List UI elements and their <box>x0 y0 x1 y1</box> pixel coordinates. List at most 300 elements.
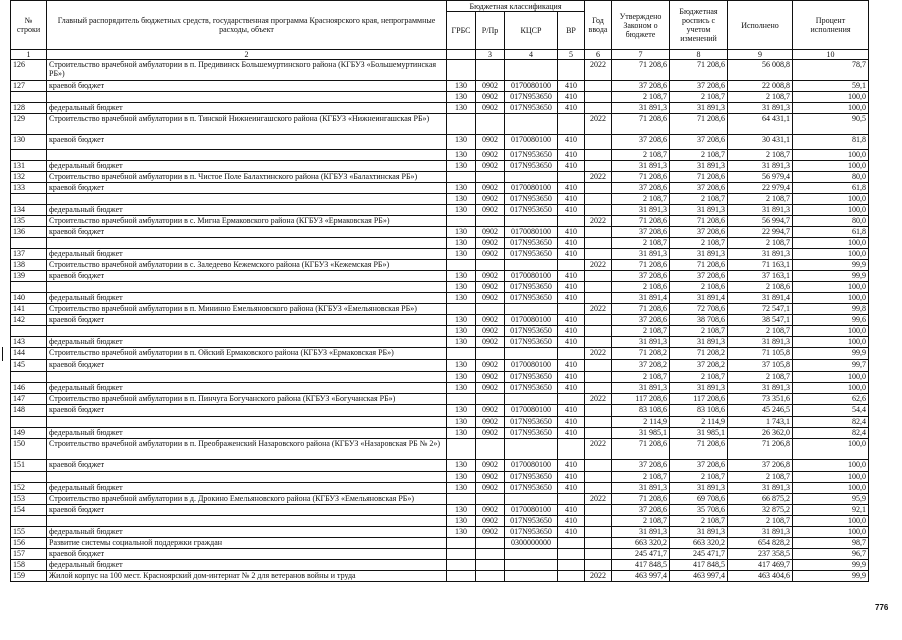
cell-grbs: 130 <box>447 326 476 337</box>
table-row <box>11 538 869 549</box>
col-number: 4 <box>505 50 558 60</box>
cell-rzpr: 0902 <box>476 383 505 394</box>
cell-rzpr: 0902 <box>476 460 505 472</box>
table-row <box>11 260 869 271</box>
cell-row-number: 141 <box>11 304 47 315</box>
table-row <box>11 249 869 260</box>
cell-executed: 2 108,7 <box>728 326 793 337</box>
cell-name: краевой бюджет <box>47 360 447 372</box>
cell-budget-list: 71 208,6 <box>670 114 728 135</box>
cell-kcsr <box>505 439 558 460</box>
cell-row-number: 129 <box>11 114 47 135</box>
cell-grbs: 130 <box>447 337 476 348</box>
cell-executed: 37 206,8 <box>728 460 793 472</box>
cell-percent: 100,0 <box>793 282 869 293</box>
cell-budget-list: 2 108,7 <box>670 194 728 205</box>
cell-row-number <box>11 150 47 161</box>
cell-kcsr: 017N953650 <box>505 472 558 483</box>
table-row <box>11 439 869 460</box>
cell-name: федеральный бюджет <box>47 527 447 538</box>
cell-vr: 410 <box>558 150 585 161</box>
cell-rzpr: 0902 <box>476 81 505 92</box>
cell-year <box>585 417 612 428</box>
cell-kcsr <box>505 549 558 560</box>
cell-row-number: 140 <box>11 293 47 304</box>
cell-row-number: 134 <box>11 205 47 216</box>
cell-row-number <box>11 238 47 249</box>
cell-row-number: 157 <box>11 549 47 560</box>
cell-executed: 71 105,8 <box>728 348 793 360</box>
cell-kcsr <box>505 394 558 405</box>
cell-vr <box>558 394 585 405</box>
cell-kcsr: 0170080100 <box>505 227 558 238</box>
cell-vr <box>558 216 585 227</box>
cell-executed: 2 108,6 <box>728 282 793 293</box>
cell-row-number <box>11 417 47 428</box>
cell-budget-list: 37 208,6 <box>670 183 728 194</box>
table-row <box>11 360 869 372</box>
col-number: 3 <box>476 50 505 60</box>
cell-vr <box>558 172 585 183</box>
table-row <box>11 494 869 505</box>
cell-budget-list: 37 208,6 <box>670 81 728 92</box>
cell-year: 2022 <box>585 260 612 271</box>
cell-vr <box>558 560 585 571</box>
cell-kcsr: 017N953650 <box>505 92 558 103</box>
cell-budget-list: 38 708,6 <box>670 315 728 326</box>
cell-percent: 99,9 <box>793 260 869 271</box>
cell-budget-list: 72 708,6 <box>670 304 728 315</box>
cell-budget-list: 69 708,6 <box>670 494 728 505</box>
cell-executed: 2 108,7 <box>728 238 793 249</box>
cell-grbs <box>447 216 476 227</box>
cell-approved: 2 108,6 <box>612 282 670 293</box>
cell-executed: 71 163,1 <box>728 260 793 271</box>
cell-kcsr <box>505 560 558 571</box>
cell-budget-list: 37 208,6 <box>670 227 728 238</box>
cell-rzpr: 0902 <box>476 326 505 337</box>
cell-grbs: 130 <box>447 271 476 282</box>
budget-report-sheet <box>10 0 868 582</box>
cell-percent: 61,8 <box>793 227 869 238</box>
cell-percent: 100,0 <box>793 161 869 172</box>
table-row <box>11 428 869 439</box>
cell-approved: 117 208,6 <box>612 394 670 405</box>
cell-grbs: 130 <box>447 249 476 260</box>
cell-executed: 31 891,3 <box>728 249 793 260</box>
cell-percent: 99,9 <box>793 271 869 282</box>
cell-row-number: 135 <box>11 216 47 227</box>
cell-approved: 31 891,3 <box>612 103 670 114</box>
cell-rzpr <box>476 114 505 135</box>
cell-grbs: 130 <box>447 150 476 161</box>
cell-approved: 31 891,3 <box>612 527 670 538</box>
cell-vr: 410 <box>558 405 585 417</box>
cell-executed: 30 431,1 <box>728 135 793 150</box>
cell-row-number <box>11 194 47 205</box>
page-number: 776 <box>875 603 889 612</box>
cell-approved: 37 208,6 <box>612 81 670 92</box>
cell-year: 2022 <box>585 494 612 505</box>
cell-year <box>585 472 612 483</box>
table-row <box>11 460 869 472</box>
col-header-classification: Бюджетная классификация <box>447 1 585 12</box>
table-row <box>11 549 869 560</box>
cell-executed: 237 358,5 <box>728 549 793 560</box>
col-header-grbs: ГРБС <box>447 12 476 50</box>
cell-name: Строительство врачебной амбулатории в п. Предивинск Большемуртинского района (КГБУЗ «Большемуртинская РБ») <box>47 60 447 81</box>
cell-row-number: 143 <box>11 337 47 348</box>
cell-percent: 90,5 <box>793 114 869 135</box>
col-header-approved: Утверждено Законом о бюджете <box>612 1 670 50</box>
col-header-rzpr: Р/Пр <box>476 12 505 50</box>
cell-vr: 410 <box>558 238 585 249</box>
cell-approved: 37 208,6 <box>612 271 670 282</box>
cell-name: Строительство врачебной амбулатории в д. Дрокино Емельяновского района (КГБУЗ «Емельяновская РБ») <box>47 494 447 505</box>
cell-row-number: 146 <box>11 383 47 394</box>
table-row <box>11 293 869 304</box>
cell-approved: 71 208,2 <box>612 348 670 360</box>
cell-grbs: 130 <box>447 383 476 394</box>
table-row <box>11 81 869 92</box>
cell-kcsr: 017N953650 <box>505 194 558 205</box>
cell-percent: 62,6 <box>793 394 869 405</box>
cell-vr: 410 <box>558 161 585 172</box>
cell-row-number: 131 <box>11 161 47 172</box>
cell-budget-list: 117 208,6 <box>670 394 728 405</box>
cell-approved: 31 985,1 <box>612 428 670 439</box>
col-number: 2 <box>47 50 447 60</box>
cell-name: федеральный бюджет <box>47 560 447 571</box>
table-row <box>11 348 869 360</box>
cell-rzpr: 0902 <box>476 483 505 494</box>
cell-percent: 100,0 <box>793 372 869 383</box>
col-header-kcsr: КЦСР <box>505 12 558 50</box>
cell-row-number: 139 <box>11 271 47 282</box>
cell-vr: 410 <box>558 326 585 337</box>
cell-executed: 45 246,5 <box>728 405 793 417</box>
cell-grbs: 130 <box>447 205 476 216</box>
cell-approved: 2 108,7 <box>612 516 670 527</box>
cell-kcsr <box>505 571 558 582</box>
cell-name: Строительство врачебной амбулатории в п. Чистое Поле Балахтинского района (КГБУЗ «Балахтинская РБ») <box>47 172 447 183</box>
cell-year: 2022 <box>585 394 612 405</box>
cell-budget-list: 2 108,7 <box>670 516 728 527</box>
cell-budget-list: 37 208,6 <box>670 271 728 282</box>
cell-approved: 31 891,3 <box>612 161 670 172</box>
cell-name: краевой бюджет <box>47 549 447 560</box>
cell-name: краевой бюджет <box>47 505 447 516</box>
cell-name: федеральный бюджет <box>47 249 447 260</box>
cell-year <box>585 81 612 92</box>
cell-budget-list: 31 891,3 <box>670 483 728 494</box>
cell-vr: 410 <box>558 315 585 326</box>
table-row <box>11 150 869 161</box>
cell-vr <box>558 348 585 360</box>
cell-name: Развитие системы социальной поддержки граждан <box>47 538 447 549</box>
cell-rzpr: 0902 <box>476 360 505 372</box>
cell-rzpr: 0902 <box>476 417 505 428</box>
cell-rzpr: 0902 <box>476 161 505 172</box>
cell-executed: 417 469,7 <box>728 560 793 571</box>
cell-percent: 99,6 <box>793 315 869 326</box>
cell-percent: 100,0 <box>793 326 869 337</box>
cell-kcsr <box>505 348 558 360</box>
cell-budget-list: 2 108,7 <box>670 372 728 383</box>
cell-approved: 31 891,3 <box>612 205 670 216</box>
cell-year: 2022 <box>585 172 612 183</box>
col-number: 8 <box>670 50 728 60</box>
cell-vr: 410 <box>558 103 585 114</box>
cell-row-number <box>11 472 47 483</box>
cell-grbs <box>447 571 476 582</box>
col-header-budget-list: Бюджетная роспись с учетом изменений <box>670 1 728 50</box>
cell-percent: 100,0 <box>793 472 869 483</box>
cell-kcsr <box>505 114 558 135</box>
cell-rzpr <box>476 571 505 582</box>
cell-grbs: 130 <box>447 417 476 428</box>
cell-name: федеральный бюджет <box>47 293 447 304</box>
cell-kcsr: 017N953650 <box>505 249 558 260</box>
table-row <box>11 205 869 216</box>
cell-year <box>585 428 612 439</box>
table-row <box>11 92 869 103</box>
cell-grbs <box>447 494 476 505</box>
table-row <box>11 238 869 249</box>
cell-name: Строительство врачебной амбулатории в с. Заледеево Кежемского района (КГБУЗ «Кежемская РБ») <box>47 260 447 271</box>
cell-approved: 83 108,6 <box>612 405 670 417</box>
cell-vr: 410 <box>558 337 585 348</box>
cell-kcsr: 0170080100 <box>505 315 558 326</box>
cell-budget-list: 37 208,6 <box>670 460 728 472</box>
cell-percent: 100,0 <box>793 516 869 527</box>
cell-budget-list: 31 891,3 <box>670 103 728 114</box>
cell-approved: 2 108,7 <box>612 150 670 161</box>
cell-row-number: 150 <box>11 439 47 460</box>
cell-executed: 31 891,3 <box>728 205 793 216</box>
cell-name: краевой бюджет <box>47 227 447 238</box>
cell-percent: 61,8 <box>793 183 869 194</box>
cell-row-number <box>11 326 47 337</box>
cell-percent: 100,0 <box>793 238 869 249</box>
cell-percent: 100,0 <box>793 439 869 460</box>
cell-kcsr: 0170080100 <box>505 460 558 472</box>
cell-budget-list: 463 997,4 <box>670 571 728 582</box>
cell-grbs: 130 <box>447 516 476 527</box>
cell-approved: 245 471,7 <box>612 549 670 560</box>
cell-grbs <box>447 439 476 460</box>
cell-budget-list: 417 848,5 <box>670 560 728 571</box>
cell-executed: 56 008,8 <box>728 60 793 81</box>
table-row <box>11 135 869 150</box>
col-number: 5 <box>558 50 585 60</box>
cell-grbs: 130 <box>447 238 476 249</box>
cell-rzpr: 0902 <box>476 472 505 483</box>
cell-rzpr: 0902 <box>476 315 505 326</box>
table-row <box>11 417 869 428</box>
cell-percent: 100,0 <box>793 293 869 304</box>
cell-executed: 56 979,4 <box>728 172 793 183</box>
cell-executed: 2 108,7 <box>728 92 793 103</box>
cell-kcsr <box>505 494 558 505</box>
cell-budget-list: 31 891,3 <box>670 205 728 216</box>
cell-executed: 26 362,0 <box>728 428 793 439</box>
cell-year <box>585 92 612 103</box>
cell-row-number: 137 <box>11 249 47 260</box>
cell-kcsr: 0170080100 <box>505 81 558 92</box>
cell-year: 2022 <box>585 304 612 315</box>
cell-name <box>47 472 447 483</box>
cell-executed: 31 891,3 <box>728 483 793 494</box>
cell-kcsr: 017N953650 <box>505 150 558 161</box>
cell-rzpr: 0902 <box>476 205 505 216</box>
cell-year: 2022 <box>585 439 612 460</box>
cell-vr: 410 <box>558 372 585 383</box>
cell-year: 2022 <box>585 60 612 81</box>
cell-name: Строительство врачебной амбулатории в п. Ойский Ермаковского района (КГБУЗ «Ермаковская РБ») <box>47 348 447 360</box>
cell-kcsr: 017N953650 <box>505 161 558 172</box>
cell-kcsr: 017N953650 <box>505 205 558 216</box>
cell-grbs: 130 <box>447 92 476 103</box>
cell-approved: 37 208,6 <box>612 135 670 150</box>
cell-grbs: 130 <box>447 161 476 172</box>
cell-executed: 2 108,7 <box>728 150 793 161</box>
cell-percent: 95,9 <box>793 494 869 505</box>
cell-vr: 410 <box>558 249 585 260</box>
table-row <box>11 172 869 183</box>
cell-budget-list: 71 208,6 <box>670 439 728 460</box>
cell-approved: 71 208,6 <box>612 172 670 183</box>
cell-percent: 100,0 <box>793 194 869 205</box>
table-row <box>11 183 869 194</box>
cell-row-number: 158 <box>11 560 47 571</box>
cell-row-number: 128 <box>11 103 47 114</box>
cell-approved: 71 208,6 <box>612 114 670 135</box>
table-row <box>11 505 869 516</box>
cell-approved: 37 208,6 <box>612 460 670 472</box>
cell-year: 2022 <box>585 348 612 360</box>
cell-name: Строительство врачебной амбулатории в п. Тинской Нижнеингашского района (КГБУЗ «Нижнеингашская РБ») <box>47 114 447 135</box>
cell-year: 2022 <box>585 571 612 582</box>
cell-kcsr: 017N953650 <box>505 337 558 348</box>
cell-row-number: 126 <box>11 60 47 81</box>
col-number <box>447 50 476 60</box>
cell-vr: 410 <box>558 472 585 483</box>
cell-name: краевой бюджет <box>47 183 447 194</box>
cell-percent: 99,9 <box>793 571 869 582</box>
cell-executed: 32 875,2 <box>728 505 793 516</box>
table-row <box>11 472 869 483</box>
cell-row-number: 148 <box>11 405 47 417</box>
cell-rzpr: 0902 <box>476 238 505 249</box>
cell-kcsr: 0170080100 <box>505 183 558 194</box>
cell-budget-list: 35 708,6 <box>670 505 728 516</box>
cell-row-number: 142 <box>11 315 47 326</box>
cell-executed: 22 008,8 <box>728 81 793 92</box>
cell-name: краевой бюджет <box>47 81 447 92</box>
table-row <box>11 194 869 205</box>
cell-kcsr: 017N953650 <box>505 417 558 428</box>
cell-name: Строительство врачебной амбулатории в п. Преображенский Назаровского района (КГБУЗ «Назаровская РБ № 2») <box>47 439 447 460</box>
table-row <box>11 516 869 527</box>
cell-vr <box>558 571 585 582</box>
cell-executed: 22 994,7 <box>728 227 793 238</box>
cell-approved: 2 108,7 <box>612 194 670 205</box>
scan-edge-mark <box>2 347 3 361</box>
cell-vr: 410 <box>558 227 585 238</box>
cell-row-number: 147 <box>11 394 47 405</box>
cell-executed: 72 547,1 <box>728 304 793 315</box>
cell-percent: 100,0 <box>793 527 869 538</box>
cell-grbs: 130 <box>447 315 476 326</box>
cell-executed: 37 163,1 <box>728 271 793 282</box>
cell-year <box>585 326 612 337</box>
cell-percent: 99,8 <box>793 304 869 315</box>
cell-year <box>585 383 612 394</box>
cell-vr: 410 <box>558 183 585 194</box>
cell-approved: 463 997,4 <box>612 571 670 582</box>
cell-budget-list: 31 985,1 <box>670 428 728 439</box>
cell-percent: 92,1 <box>793 505 869 516</box>
cell-row-number <box>11 516 47 527</box>
cell-percent: 100,0 <box>793 383 869 394</box>
table-row <box>11 304 869 315</box>
cell-vr: 410 <box>558 282 585 293</box>
cell-kcsr: 017N953650 <box>505 483 558 494</box>
cell-executed: 66 875,2 <box>728 494 793 505</box>
cell-year: 2022 <box>585 216 612 227</box>
cell-rzpr <box>476 304 505 315</box>
cell-executed: 71 206,8 <box>728 439 793 460</box>
table-row <box>11 372 869 383</box>
cell-vr <box>558 538 585 549</box>
cell-kcsr: 017N953650 <box>505 238 558 249</box>
col-number: 10 <box>793 50 869 60</box>
cell-executed: 2 108,7 <box>728 472 793 483</box>
cell-kcsr <box>505 60 558 81</box>
table-row <box>11 394 869 405</box>
cell-budget-list: 2 108,7 <box>670 472 728 483</box>
cell-year <box>585 293 612 304</box>
cell-name: краевой бюджет <box>47 315 447 326</box>
cell-name: Строительство врачебной амбулатории в п. Пинчуга Богучанского района (КГБУЗ «Богучанская РБ») <box>47 394 447 405</box>
cell-year <box>585 483 612 494</box>
cell-rzpr: 0902 <box>476 183 505 194</box>
cell-name: федеральный бюджет <box>47 337 447 348</box>
cell-percent: 100,0 <box>793 92 869 103</box>
cell-budget-list: 2 114,9 <box>670 417 728 428</box>
cell-budget-list: 31 891,3 <box>670 383 728 394</box>
col-number: 6 <box>585 50 612 60</box>
cell-approved: 37 208,6 <box>612 227 670 238</box>
cell-vr: 410 <box>558 516 585 527</box>
cell-kcsr: 0170080100 <box>505 271 558 282</box>
cell-year <box>585 103 612 114</box>
cell-name <box>47 417 447 428</box>
cell-grbs <box>447 260 476 271</box>
cell-year <box>585 249 612 260</box>
cell-vr <box>558 439 585 460</box>
cell-row-number: 127 <box>11 81 47 92</box>
cell-vr <box>558 114 585 135</box>
cell-approved: 2 108,7 <box>612 472 670 483</box>
cell-rzpr <box>476 549 505 560</box>
col-number: 7 <box>612 50 670 60</box>
cell-year <box>585 560 612 571</box>
cell-rzpr: 0902 <box>476 103 505 114</box>
cell-executed: 31 891,4 <box>728 293 793 304</box>
cell-rzpr <box>476 560 505 571</box>
